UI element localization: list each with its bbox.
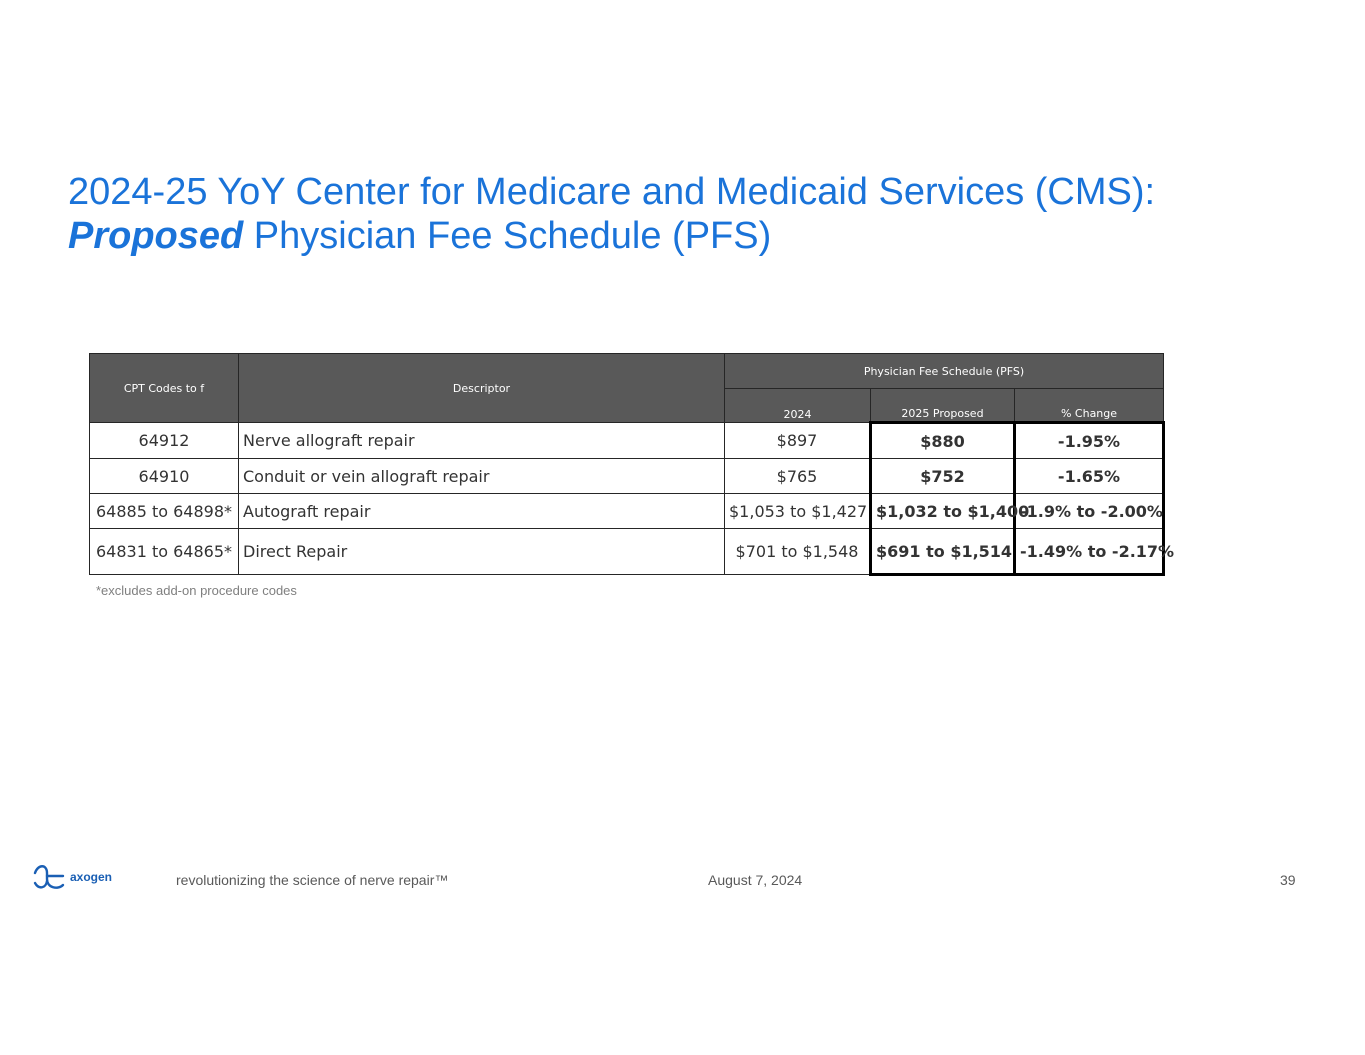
header-percent-change: % Change: [1015, 389, 1164, 423]
cpt-code: 64831 to 64865*: [90, 529, 239, 575]
descriptor: Conduit or vein allograft repair: [239, 459, 725, 494]
fee-2024: $765: [725, 459, 871, 494]
header-pfs-group: Physician Fee Schedule (PFS): [725, 354, 1164, 389]
presentation-date: August 7, 2024: [708, 872, 803, 888]
fee-2024: $897: [725, 423, 871, 459]
cpt-code: 64885 to 64898*: [90, 494, 239, 529]
table-row: [90, 423, 1164, 459]
axogen-logo: [32, 861, 132, 893]
header-cpt-codes: CPT Codes to f: [90, 354, 239, 423]
fee-2024: $701 to $1,548: [725, 529, 871, 575]
logo-text: axogen: [70, 870, 113, 884]
descriptor: Nerve allograft repair: [239, 423, 725, 459]
title-line-2: Physician Fee Schedule (PFS): [243, 215, 772, 257]
table-row: [90, 494, 1164, 529]
cpt-code: 64910: [90, 459, 239, 494]
percent-change: -1.95%: [1015, 423, 1164, 459]
title-emphasis: Proposed: [68, 215, 244, 257]
percent-change: -1.65%: [1015, 459, 1164, 494]
descriptor: Autograft repair: [239, 494, 725, 529]
header-2025-proposed: 2025 Proposed: [871, 389, 1015, 423]
fee-2025: $752: [871, 459, 1015, 494]
descriptor: Direct Repair: [239, 529, 725, 575]
slide-title: [68, 170, 1318, 258]
header-2024: 2024: [725, 389, 871, 423]
cpt-code: 64912: [90, 423, 239, 459]
table-row: [90, 529, 1164, 575]
header-descriptor: Descriptor: [239, 354, 725, 423]
footnote: *excludes add-on procedure codes: [96, 583, 297, 598]
axogen-logo-icon: [32, 861, 66, 893]
fee-2025: $1,032 to $1,400: [871, 494, 1015, 529]
page-number: 39: [1280, 872, 1296, 888]
table-row: [90, 459, 1164, 494]
fee-2024: $1,053 to $1,427: [725, 494, 871, 529]
fee-schedule-table: [89, 353, 1175, 576]
percent-change: -1.9% to -2.00%: [1015, 494, 1164, 529]
percent-change: -1.49% to -2.17%: [1015, 529, 1164, 575]
fee-2025: $880: [871, 423, 1015, 459]
tagline: revolutionizing the science of nerve repair™: [176, 872, 449, 888]
title-line-1: 2024-25 YoY Center for Medicare and Medicaid Services (CMS):: [68, 171, 1156, 213]
fee-2025: $691 to $1,514: [871, 529, 1015, 575]
